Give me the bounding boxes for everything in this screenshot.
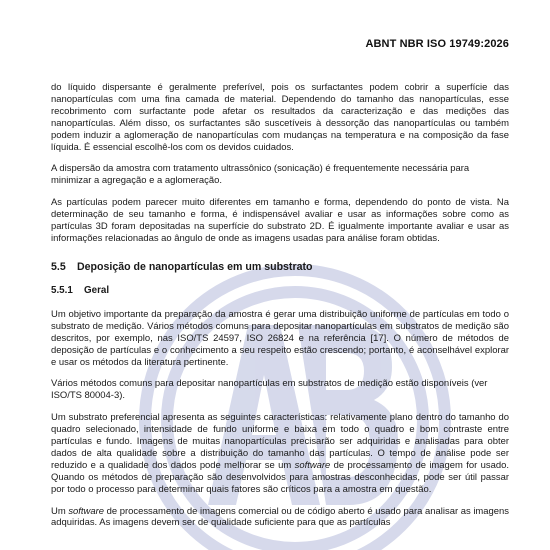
standard-header: ABNT NBR ISO 19749:2026 [365,38,509,50]
paragraph-image-software [51,506,509,530]
paragraph-text: de processamento de imagens comercial ou de código aberto é usado para analisar as imagens adquiridas. As imagens devem ser de qualidade suficiente para que as partículas [51,505,509,529]
section-number: 5.5 [51,260,66,273]
paragraph-surfactants: do líquido dispersante é geralmente preferível, pois os surfactantes podem cobrir a superfície das nanopartículas com uma fina camada de material. Dependendo do tamanho das nanopartículas, esse recobrimento com surfactante pode afetar os resultados da caracterização e das medições das nanopartículas. Além disso, os surfactantes são suscetíveis à dessorção das nanopartículas ou também podem induzir a aglomeração de nanopartículas com mudanças na temperatura e na composição da fase líquida. É essencial escolhê-los com os devidos cuidados. [51,82,509,153]
paragraph-text: Um substrato preferencial apresenta as seguintes características: relativamente plano dentro do tamanho do quadro selecionado, intensidade de fundo uniforme e baixa em todo o quadro e bom contraste entre partículas e fundo. Imagens de muitas nanopartículas precisarão ser adquiridas e analisadas para obter dados de alta qualidade sobre a distribuição do tamanho das partículas. O tempo de análise pode ser reduzido e a qualidade dos dados pode melhorar se um [51,412,509,471]
paragraph-text: Um [51,505,69,517]
paragraph-common-methods: Vários métodos comuns para depositar nanopartículas em substratos de medição estão disponíveis (ver ISO/TS 80004-3). [51,378,488,402]
section-title: Deposição de nanopartículas em um substrato [77,260,313,273]
section-5-5-1-heading [51,285,509,297]
subsection-title: Geral [84,284,110,296]
paragraph-emphasis: software [294,459,331,471]
paragraph-particle-view: As partículas podem parecer muito diferentes em tamanho e forma, dependendo do ponto de vista. Na determinação de seu tamanho e forma, é indispensável avaliar e usar as informações sobre como as partículas 3D foram depositadas na superfície do substrato 2D. É igualmente importante avaliar e usar as informações relacionadas ao ângulo de onde as imagens usadas para análise foram obtidas. [51,197,509,244]
paragraph-preferred-substrate [51,412,509,495]
paragraph-sonication: A dispersão da amostra com tratamento ultrassônico (sonicação) é frequentemente necessária para minimizar a agregação e a aglomeração. [51,163,470,187]
paragraph-text: de processamento de imagem for usado. Quando os métodos de preparação são desenvolvidos para amostras desconhecidas, pode ser útil passar por todo o processo para determinar quais fatores são críticos para a amostra em questão. [51,459,509,495]
subsection-number: 5.5.1 [51,284,73,296]
document-body [51,82,509,539]
paragraph-sample-preparation: Um objetivo importante da preparação da amostra é gerar uma distribuição uniforme de partículas em todo o substrato de medição. Vários métodos comuns para depositar nanopartículas em substratos de medição são descritos, por exemplo, nas ISO/TS 24597, ISO 26824 e na referência [17]. O número de métodos de deposição de partículas e o conhecimento a seu respeito estão crescendo; portanto, é aconselhável explorar e usar os métodos da literatura pertinente. [51,308,509,368]
paragraph-emphasis: software [68,505,104,517]
section-5-5-heading [51,261,509,274]
